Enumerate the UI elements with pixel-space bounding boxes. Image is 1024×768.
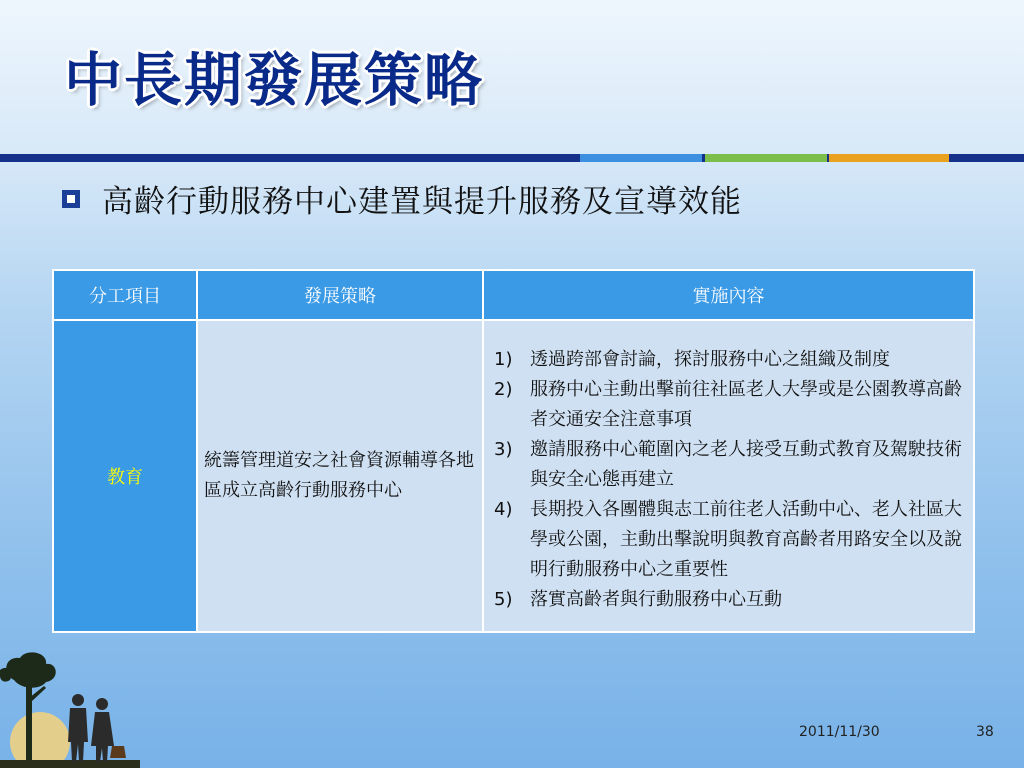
implementation-list (494, 345, 965, 615)
item-number: 5) (494, 589, 513, 610)
item-number: 1) (494, 349, 513, 370)
divider-segment-green (705, 154, 827, 162)
column-header-implementation: 實施內容 (483, 270, 974, 320)
list-item (494, 435, 965, 495)
slide-title: 中長期發展策略 (64, 46, 485, 114)
elderly-couple-icon (68, 694, 126, 762)
slide-number: 38 (976, 724, 994, 740)
column-header-strategy: 發展策略 (197, 270, 483, 320)
item-text: 透過跨部會討論，探討服務中心之組織及制度 (530, 349, 890, 370)
column-header-division: 分工項目 (53, 270, 197, 320)
list-item (494, 345, 965, 375)
item-text: 服務中心主動出擊前往社區老人大學或是公園教導高齡者交通安全注意事項 (530, 379, 962, 430)
item-number: 3) (494, 439, 513, 460)
footer-date: 2011/11/30 (799, 724, 880, 740)
strategy-table (52, 269, 975, 633)
list-item (494, 375, 965, 435)
bullet-square-icon (62, 190, 80, 208)
divider-segment-orange (829, 154, 949, 162)
table-row (53, 320, 974, 632)
list-item (494, 495, 965, 585)
item-number: 2) (494, 379, 513, 400)
bullet-point (62, 176, 742, 221)
bullet-text: 高齡行動服務中心建置與提升服務及宣導效能 (102, 184, 742, 220)
strategy-cell: 統籌管理道安之社會資源輔導各地區成立高齡行動服務中心 (197, 320, 483, 632)
list-item (494, 585, 965, 615)
category-cell: 教育 (53, 320, 197, 632)
item-number: 4) (494, 499, 513, 520)
item-text: 長期投入各團體與志工前往老人活動中心、老人社區大學或公園，主動出擊說明與教育高齡者用路安全以及說明行動服務中心之重要性 (530, 499, 962, 580)
item-text: 落實高齡者與行動服務中心互動 (530, 589, 782, 610)
implementation-cell (483, 320, 974, 632)
table-header-row (53, 270, 974, 320)
item-text: 邀請服務中心範圍內之老人接受互動式教育及駕駛技術與安全心態再建立 (530, 439, 962, 490)
divider-segment-blue (580, 154, 702, 162)
tree-silhouette-icon (0, 650, 140, 768)
